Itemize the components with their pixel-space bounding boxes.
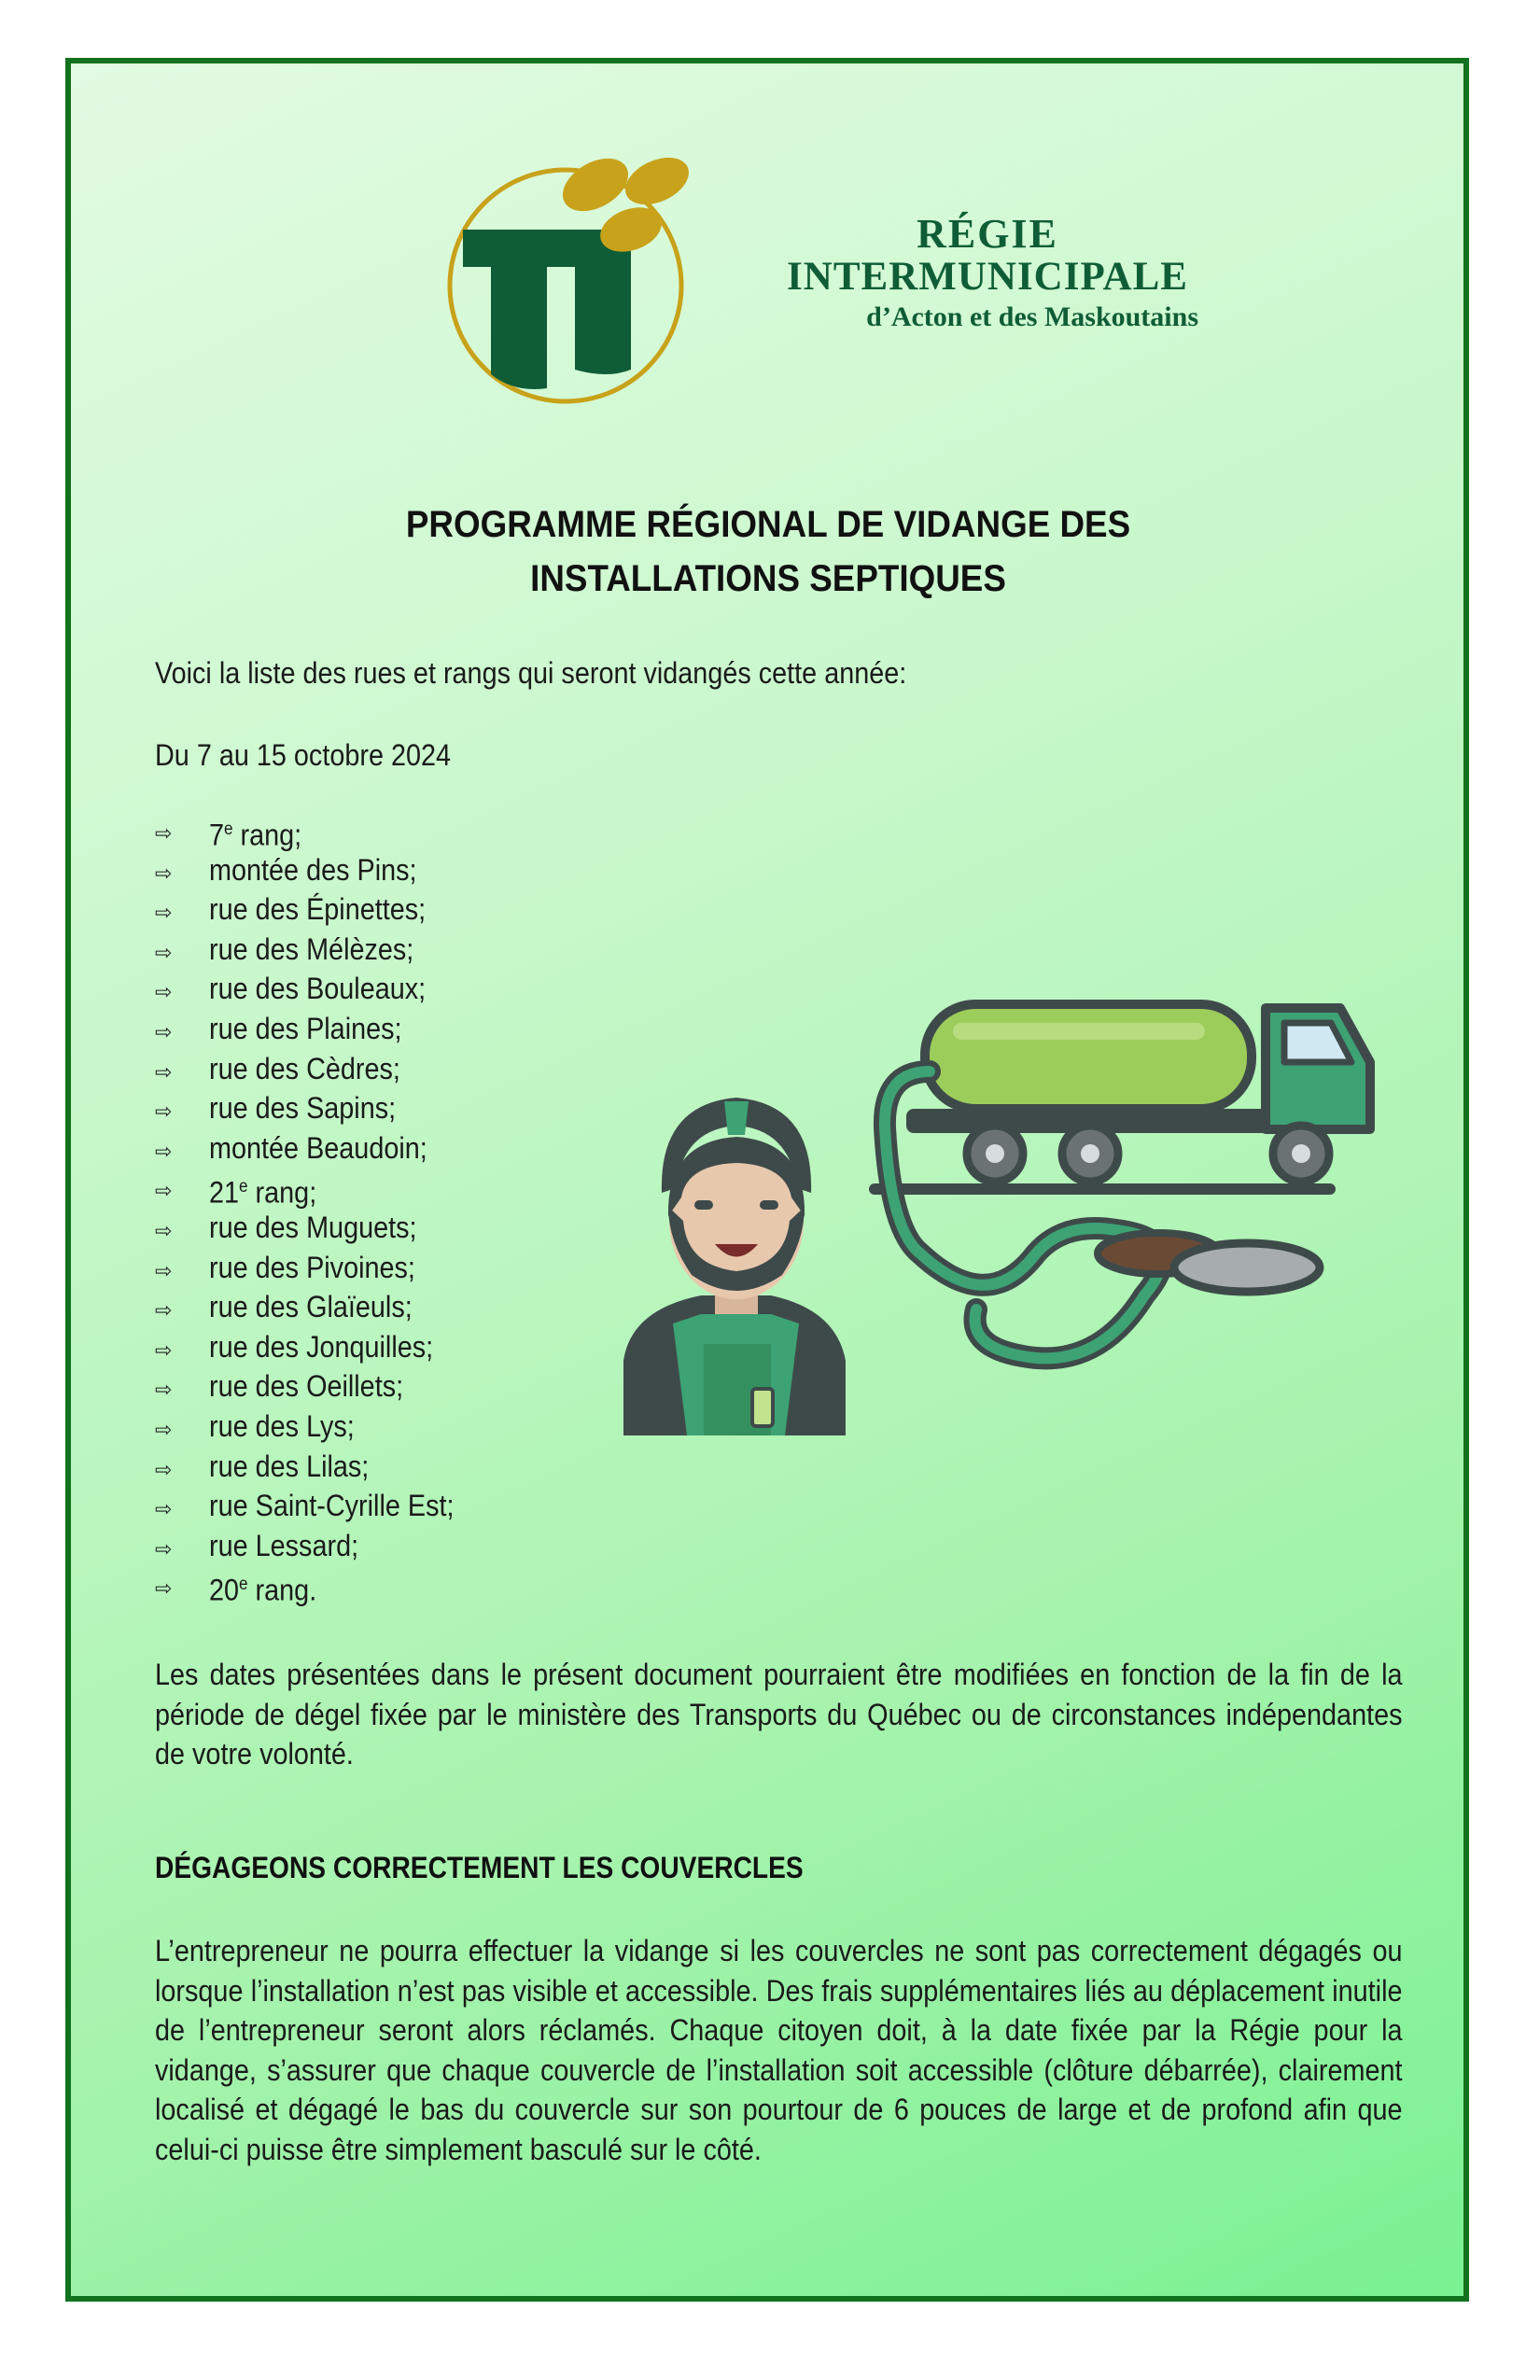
street-name: 7e rang; xyxy=(209,818,302,852)
notice-paragraph: Les dates présentées dans le présent document pourraient être modifiées en fonction de la fin de la période de dégel fixée par le ministère des Transports du Québec ou de circonstances indépendantes de votre volonté. xyxy=(155,1658,1403,1771)
arrow-bullet-icon: ⇨ xyxy=(155,861,173,885)
street-name: rue Lessard; xyxy=(209,1528,359,1562)
septic-lid xyxy=(1174,1243,1320,1292)
truck-tank xyxy=(925,1004,1252,1109)
arrow-bullet-icon: ⇨ xyxy=(155,1139,173,1163)
logo-line-regie: RÉGIE xyxy=(917,211,1058,257)
arrow-bullet-icon: ⇨ xyxy=(155,1258,173,1282)
title-line-1: PROGRAMME RÉGIONAL DE VIDANGE DES xyxy=(405,504,1131,545)
street-name: rue des Lys; xyxy=(209,1408,355,1443)
title-line-2: INSTALLATIONS SEPTIQUES xyxy=(530,558,1006,599)
intro-text: Voici la liste des rues et rangs qui seront vidangés cette année: xyxy=(155,656,907,690)
arrow-bullet-icon: ⇨ xyxy=(155,1417,173,1441)
arrow-bullet-icon: ⇨ xyxy=(155,1378,173,1402)
arrow-bullet-icon: ⇨ xyxy=(155,1099,173,1124)
street-name: rue des Lilas; xyxy=(209,1449,370,1483)
street-name: rue des Sapins; xyxy=(209,1091,397,1126)
street-name: rue des Cèdres; xyxy=(209,1051,400,1085)
page-frame xyxy=(65,58,1469,2302)
section-heading: DÉGAGEONS CORRECTEMENT LES COUVERCLES xyxy=(155,1851,804,1884)
arrow-bullet-icon: ⇨ xyxy=(155,821,173,845)
page-title xyxy=(127,497,1409,606)
street-name: rue des Plaines; xyxy=(209,1011,402,1045)
arrow-bullet-icon: ⇨ xyxy=(155,1337,173,1362)
arrow-bullet-icon: ⇨ xyxy=(155,1497,173,1521)
street-name: rue des Pivoines; xyxy=(209,1250,415,1284)
street-name: rue des Bouleaux; xyxy=(209,972,427,1006)
logo-line-intermunicipale: INTERMUNICIPALE xyxy=(787,255,1188,299)
street-name: rue des Jonquilles; xyxy=(209,1329,434,1364)
street-name: rue des Oeillets; xyxy=(209,1369,404,1404)
logo-wordmark xyxy=(773,213,1202,336)
arrow-bullet-icon: ⇨ xyxy=(155,1179,173,1203)
arrow-bullet-icon: ⇨ xyxy=(155,1019,173,1043)
arrow-bullet-icon: ⇨ xyxy=(155,940,173,964)
arrow-bullet-icon: ⇨ xyxy=(155,1218,173,1242)
arrow-bullet-icon: ⇨ xyxy=(155,1298,173,1323)
street-name: rue des Épinettes; xyxy=(209,892,427,927)
arrow-bullet-icon: ⇨ xyxy=(155,1536,173,1561)
street-name: montée des Pins; xyxy=(209,852,417,887)
street-name: 20e rang. xyxy=(209,1573,317,1607)
arrow-bullet-icon: ⇨ xyxy=(155,980,173,1004)
period-text: Du 7 au 15 octobre 2024 xyxy=(155,738,452,772)
street-name: rue des Glaïeuls; xyxy=(209,1290,413,1324)
street-name: rue des Mélèzes; xyxy=(209,931,414,966)
street-name: rue des Muguets; xyxy=(209,1210,417,1244)
road-line xyxy=(869,1183,1336,1195)
section-body-paragraph: L’entrepreneur ne pourra effectuer la vidange si les couvercles ne sont pas correctement dégagés ou lorsque l’installation n’est pas visible et accessible. Des frais supplémentaires liés au déplacement inutile de l’entrepreneur seront alors réclamés. Chaque citoyen doit, à la date fixée par la Régie pour la vidange, s’assurer que chaque couvercle de l’installation soit accessible (clôture débarrée), clairement localisé et dégagé le bas du couvercle sur son pourtour de 6 pouces de large et de profond afin que celui-ci puisse être simplement basculé sur le côté. xyxy=(155,1934,1403,2166)
street-name: montée Beaudoin; xyxy=(209,1130,427,1165)
street-name: 21e rang; xyxy=(209,1176,317,1210)
arrow-bullet-icon: ⇨ xyxy=(155,1576,173,1601)
logo-line-acton: d’Acton et des Maskoutains xyxy=(866,301,1198,332)
arrow-bullet-icon: ⇨ xyxy=(155,1059,173,1084)
septic-truck-illustration xyxy=(538,885,1396,1463)
arrow-bullet-icon: ⇨ xyxy=(155,1457,173,1481)
arrow-bullet-icon: ⇨ xyxy=(155,901,173,925)
street-name: rue Saint-Cyrille Est; xyxy=(209,1489,455,1523)
